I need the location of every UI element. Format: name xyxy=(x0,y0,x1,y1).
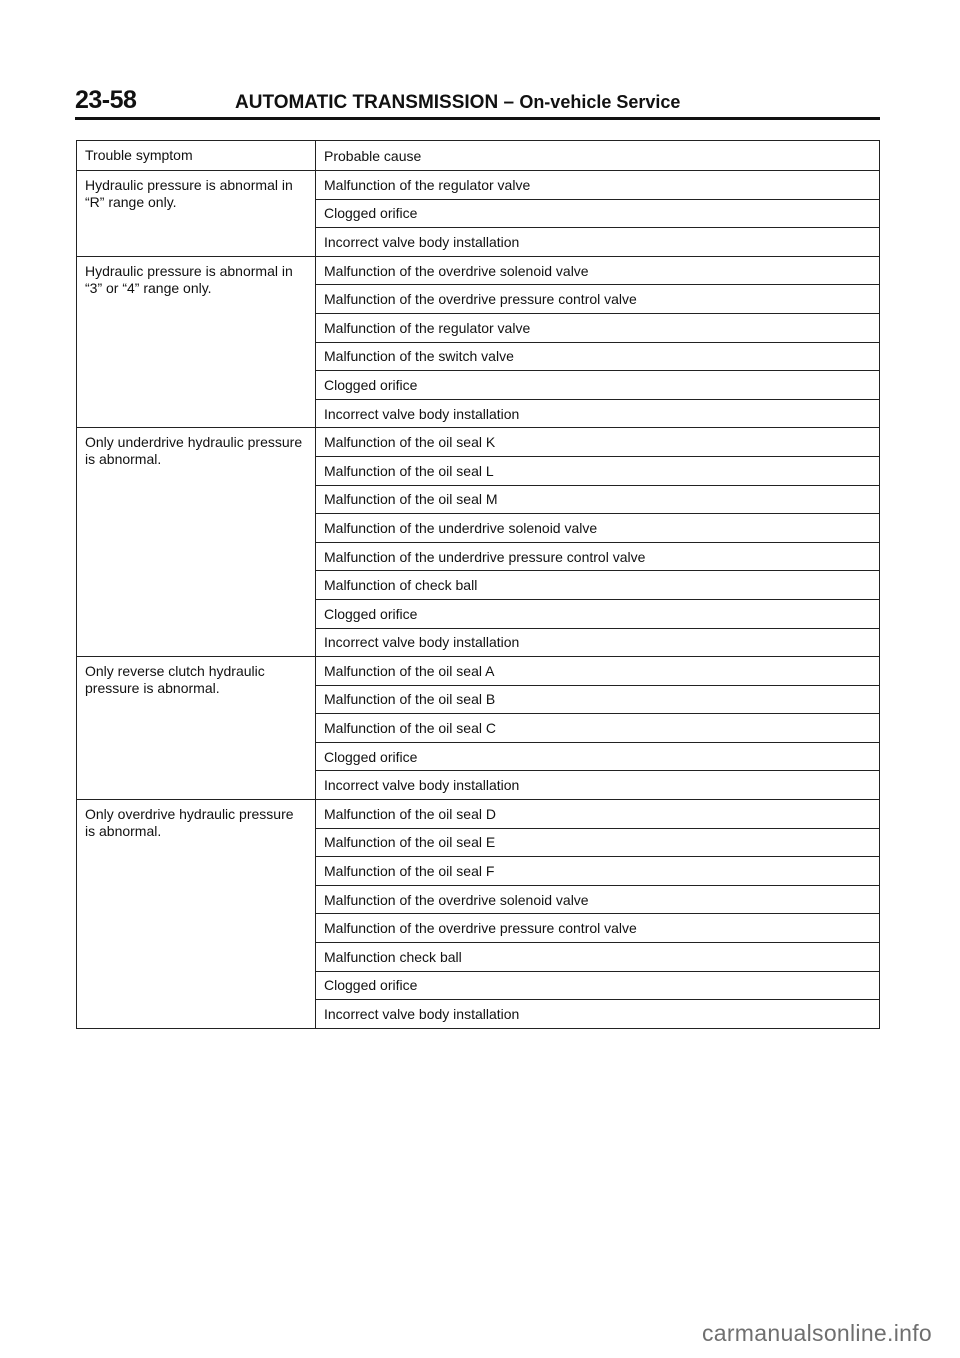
trouble-table xyxy=(76,140,880,1029)
probable-cause: Incorrect valve body installation xyxy=(316,1000,880,1029)
column-header-cause: Probable cause xyxy=(316,141,880,171)
probable-cause: Malfunction of the regulator valve xyxy=(316,313,880,342)
table-row xyxy=(77,657,880,686)
section-subtitle: On-vehicle Service xyxy=(519,92,681,112)
probable-cause: Malfunction of the oil seal L xyxy=(316,456,880,485)
probable-cause: Malfunction of the oil seal K xyxy=(316,428,880,457)
probable-cause: Malfunction check ball xyxy=(316,943,880,972)
page-title xyxy=(235,92,680,114)
trouble-symptom: Only underdrive hydraulic pressure is abnormal. xyxy=(77,428,316,657)
probable-cause: Malfunction of the oil seal C xyxy=(316,714,880,743)
probable-cause: Incorrect valve body installation xyxy=(316,771,880,800)
table-row xyxy=(77,171,880,200)
trouble-symptom: Hydraulic pressure is abnormal in “3” or “4” range only. xyxy=(77,256,316,428)
probable-cause: Malfunction of the oil seal B xyxy=(316,685,880,714)
probable-cause: Malfunction of check ball xyxy=(316,571,880,600)
probable-cause: Clogged orifice xyxy=(316,971,880,1000)
page-header xyxy=(75,86,880,120)
table-row xyxy=(77,428,880,457)
table-row xyxy=(77,256,880,285)
trouble-symptom: Hydraulic pressure is abnormal in “R” range only. xyxy=(77,171,316,257)
probable-cause: Clogged orifice xyxy=(316,199,880,228)
probable-cause: Malfunction of the regulator valve xyxy=(316,171,880,200)
probable-cause: Malfunction of the switch valve xyxy=(316,342,880,371)
probable-cause: Malfunction of the overdrive pressure control valve xyxy=(316,914,880,943)
probable-cause: Malfunction of the underdrive solenoid valve xyxy=(316,514,880,543)
probable-cause: Malfunction of the oil seal M xyxy=(316,485,880,514)
probable-cause: Malfunction of the underdrive pressure control valve xyxy=(316,542,880,571)
page-number: 23-58 xyxy=(75,86,137,114)
probable-cause: Clogged orifice xyxy=(316,742,880,771)
table-header-row xyxy=(77,141,880,171)
table-row xyxy=(77,800,880,829)
probable-cause: Incorrect valve body installation xyxy=(316,399,880,428)
trouble-symptom: Only reverse clutch hydraulic pressure is abnormal. xyxy=(77,657,316,800)
probable-cause: Incorrect valve body installation xyxy=(316,628,880,657)
probable-cause: Malfunction of the oil seal A xyxy=(316,657,880,686)
probable-cause: Clogged orifice xyxy=(316,371,880,400)
trouble-symptom: Only overdrive hydraulic pressure is abnormal. xyxy=(77,800,316,1029)
watermark: carmanualsonline.info xyxy=(701,1320,932,1346)
header-rule xyxy=(75,117,880,120)
probable-cause: Malfunction of the overdrive solenoid valve xyxy=(316,885,880,914)
section-title: AUTOMATIC TRANSMISSION xyxy=(235,92,499,113)
probable-cause: Malfunction of the oil seal D xyxy=(316,800,880,829)
probable-cause: Malfunction of the oil seal F xyxy=(316,857,880,886)
probable-cause: Malfunction of the oil seal E xyxy=(316,828,880,857)
probable-cause: Incorrect valve body installation xyxy=(316,228,880,257)
probable-cause: Clogged orifice xyxy=(316,599,880,628)
probable-cause: Malfunction of the overdrive solenoid valve xyxy=(316,256,880,285)
probable-cause: Malfunction of the overdrive pressure control valve xyxy=(316,285,880,314)
column-header-symptom: Trouble symptom xyxy=(77,141,316,171)
title-separator: – xyxy=(498,92,520,113)
